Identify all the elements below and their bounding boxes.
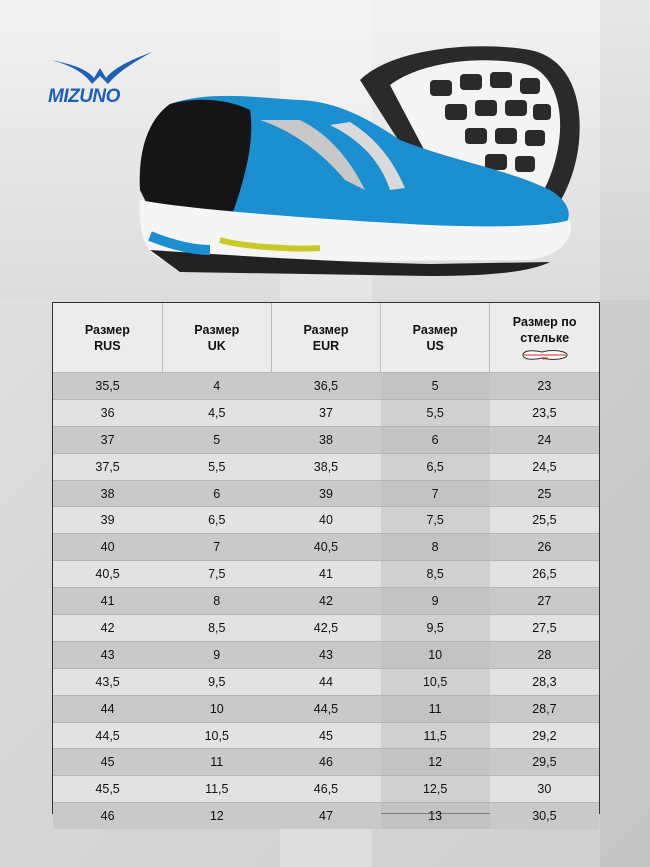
cell-rus: 43 (53, 641, 162, 668)
cell-rus: 43,5 (53, 668, 162, 695)
background-stripe-right (600, 0, 650, 867)
table-row (53, 373, 599, 400)
insole-icon (520, 348, 570, 362)
table-row (53, 776, 599, 803)
header-label: стельке (520, 330, 570, 345)
cell-insole: 27 (490, 588, 599, 615)
cell-insole: 28,7 (490, 695, 599, 722)
cell-rus: 44,5 (53, 722, 162, 749)
table-row (53, 507, 599, 534)
cell-rus: 42 (53, 615, 162, 642)
cell-uk: 6,5 (162, 507, 271, 534)
cell-insole: 29,5 (490, 749, 599, 776)
cell-insole: 25 (490, 480, 599, 507)
cell-eur: 45 (271, 722, 380, 749)
cell-us: 11,5 (381, 722, 490, 749)
header-uk (162, 303, 271, 373)
cell-eur: 44 (271, 668, 380, 695)
cell-rus: 45,5 (53, 776, 162, 803)
cell-rus: 35,5 (53, 373, 162, 400)
cell-insole: 27,5 (490, 615, 599, 642)
cell-us: 11 (381, 695, 490, 722)
header-label: UK (207, 338, 226, 353)
cell-us: 9 (381, 588, 490, 615)
cell-rus: 38 (53, 480, 162, 507)
cell-insole: 30,5 (490, 803, 599, 829)
cell-us: 5 (381, 373, 490, 400)
cell-us: 7,5 (381, 507, 490, 534)
table-row (53, 453, 599, 480)
cell-insole: 28 (490, 641, 599, 668)
cell-us: 12,5 (381, 776, 490, 803)
cell-rus: 37,5 (53, 453, 162, 480)
table-row (53, 668, 599, 695)
cell-us: 10,5 (381, 668, 490, 695)
table-row (53, 534, 599, 561)
cell-uk: 4,5 (162, 399, 271, 426)
cell-insole: 23,5 (490, 399, 599, 426)
table-row (53, 722, 599, 749)
cell-uk: 7,5 (162, 561, 271, 588)
cell-uk: 10,5 (162, 722, 271, 749)
cell-eur: 40 (271, 507, 380, 534)
cell-eur: 39 (271, 480, 380, 507)
header-label: Размер (412, 322, 458, 337)
header-label: Размер (84, 322, 130, 337)
cell-eur: 38,5 (271, 453, 380, 480)
cell-eur: 41 (271, 561, 380, 588)
cell-us: 10 (381, 641, 490, 668)
table-row (53, 641, 599, 668)
cell-uk: 8 (162, 588, 271, 615)
table-row (53, 426, 599, 453)
cell-eur: 42,5 (271, 615, 380, 642)
header-eur (271, 303, 380, 373)
cell-eur: 47 (271, 803, 380, 829)
cell-eur: 44,5 (271, 695, 380, 722)
header-label: US (426, 338, 444, 353)
cell-us: 9,5 (381, 615, 490, 642)
header-label: RUS (94, 338, 121, 353)
cell-us: 12 (381, 749, 490, 776)
table-row (53, 695, 599, 722)
cell-eur: 46 (271, 749, 380, 776)
cell-eur: 40,5 (271, 534, 380, 561)
table-row (53, 749, 599, 776)
table-row (53, 399, 599, 426)
cell-rus: 40,5 (53, 561, 162, 588)
cell-uk: 5,5 (162, 453, 271, 480)
header-label: Размер по (512, 314, 577, 329)
header-label: Размер (303, 322, 349, 337)
cell-eur: 36,5 (271, 373, 380, 400)
cell-us: 7 (381, 480, 490, 507)
size-chart-table (52, 302, 600, 824)
cell-us: 8,5 (381, 561, 490, 588)
cell-rus: 40 (53, 534, 162, 561)
cell-uk: 4 (162, 373, 271, 400)
cell-rus: 39 (53, 507, 162, 534)
table-row (53, 480, 599, 507)
brand-name: MIZUNO (48, 86, 120, 107)
header-label: Размер (194, 322, 240, 337)
table-row (53, 561, 599, 588)
cell-insole: 30 (490, 776, 599, 803)
header-insole (490, 303, 599, 373)
header-label: EUR (312, 338, 340, 353)
cell-uk: 10 (162, 695, 271, 722)
cell-insole: 24 (490, 426, 599, 453)
cell-insole: 26,5 (490, 561, 599, 588)
cell-uk: 11,5 (162, 776, 271, 803)
cell-uk: 6 (162, 480, 271, 507)
cell-insole: 23 (490, 373, 599, 400)
cell-us: 6,5 (381, 453, 490, 480)
cell-eur: 46,5 (271, 776, 380, 803)
cell-us: 13 (381, 803, 490, 829)
cell-rus: 37 (53, 426, 162, 453)
cell-us: 5,5 (381, 399, 490, 426)
cell-uk: 11 (162, 749, 271, 776)
table-row (53, 615, 599, 642)
cell-uk: 12 (162, 803, 271, 829)
cell-insole: 26 (490, 534, 599, 561)
cell-rus: 45 (53, 749, 162, 776)
cell-uk: 8,5 (162, 615, 271, 642)
table-header-row (53, 303, 599, 373)
cell-rus: 36 (53, 399, 162, 426)
cell-insole: 25,5 (490, 507, 599, 534)
cell-eur: 37 (271, 399, 380, 426)
cell-insole: 24,5 (490, 453, 599, 480)
header-rus (53, 303, 162, 373)
insole-unit-label: см (541, 355, 548, 360)
cell-insole: 28,3 (490, 668, 599, 695)
running-shoe-image (130, 40, 590, 280)
cell-eur: 38 (271, 426, 380, 453)
cell-insole: 29,2 (490, 722, 599, 749)
cell-eur: 42 (271, 588, 380, 615)
cell-eur: 43 (271, 641, 380, 668)
cell-rus: 46 (53, 803, 162, 829)
cell-uk: 9 (162, 641, 271, 668)
cell-us: 6 (381, 426, 490, 453)
cell-uk: 9,5 (162, 668, 271, 695)
table-row (53, 588, 599, 615)
cell-rus: 41 (53, 588, 162, 615)
cell-uk: 7 (162, 534, 271, 561)
table-row (53, 803, 599, 829)
cell-us: 8 (381, 534, 490, 561)
cell-uk: 5 (162, 426, 271, 453)
size-rows (53, 373, 599, 830)
cell-rus: 44 (53, 695, 162, 722)
header-us (381, 303, 490, 373)
